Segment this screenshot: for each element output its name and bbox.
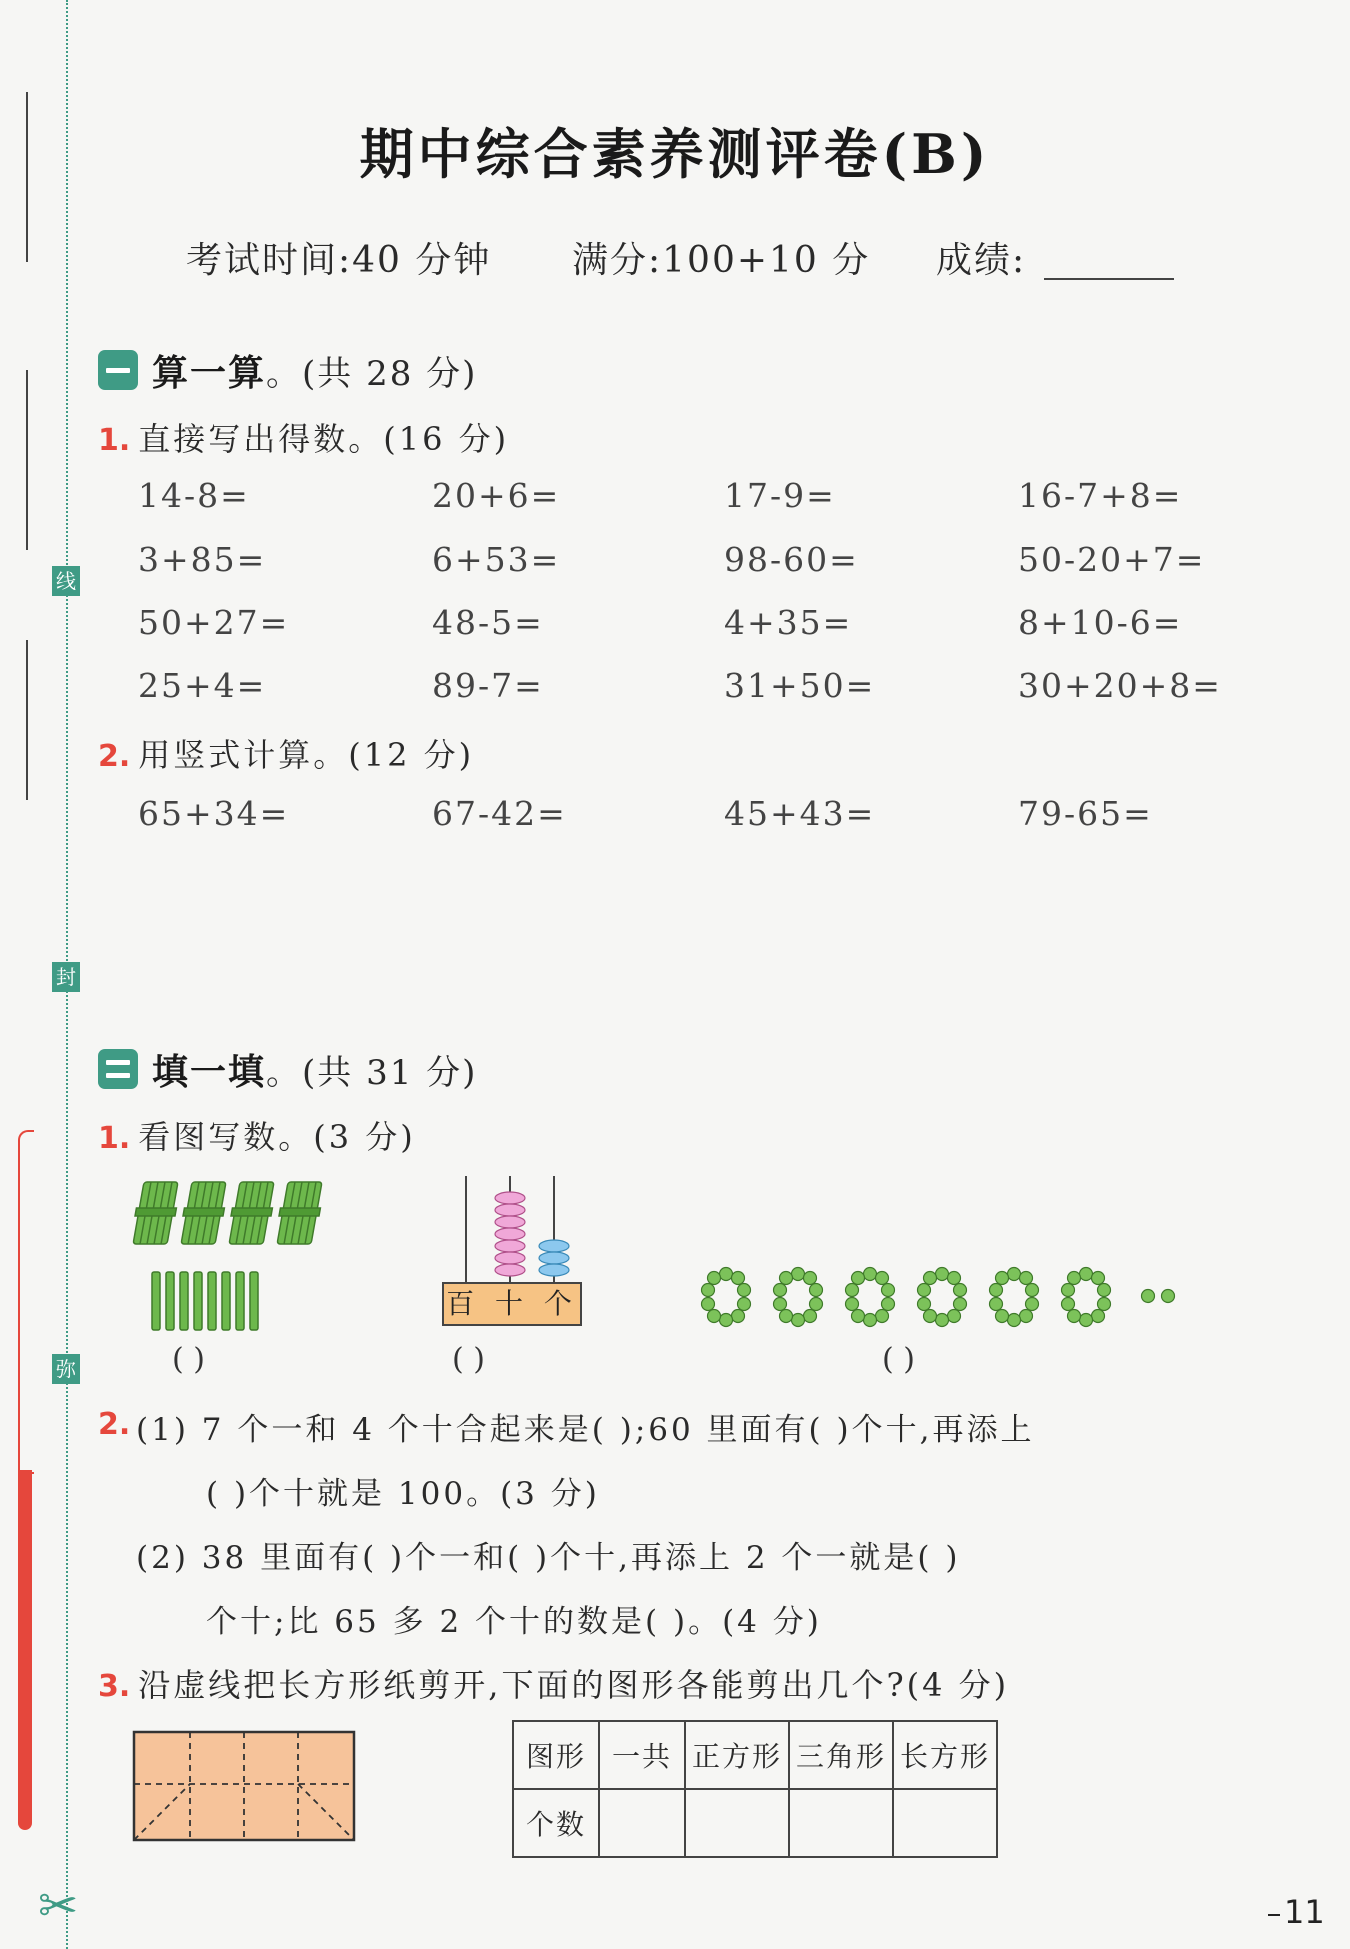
s2-q3-text: 沿虚线把长方形纸剪开,下面的图形各能剪出几个?(4 分) xyxy=(138,1666,1010,1704)
s1-q1-prompt xyxy=(98,414,509,460)
table-cell-triangle[interactable] xyxy=(789,1789,893,1857)
s2-q3-prompt xyxy=(98,1660,1009,1706)
margin-decoration-outline xyxy=(18,1130,34,1474)
table-header-rectangle: 长方形 xyxy=(893,1721,997,1789)
section-1-badge xyxy=(98,350,138,390)
s2-q2-number: 2. xyxy=(98,1407,131,1442)
table-header-triangle: 三角形 xyxy=(789,1721,893,1789)
section-1-score: 。(共 28 分) xyxy=(266,353,478,394)
shape-count-table xyxy=(512,1720,998,1858)
expr-r1c2: 20+6= xyxy=(432,476,561,515)
s1-q2-number: 2. xyxy=(98,739,131,774)
scissors-icon: ✂ xyxy=(38,1878,79,1934)
vertical-calc-1: 65+34= xyxy=(138,794,290,833)
expr-r3c3: 4+35= xyxy=(724,603,853,642)
expr-r2c2: 6+53= xyxy=(432,540,561,579)
table-cell-total[interactable] xyxy=(599,1789,685,1857)
expr-r3c4: 8+10-6= xyxy=(1018,603,1183,642)
answer-paren-abacus[interactable]: ( ) xyxy=(452,1342,485,1377)
vertical-calc-3: 45+43= xyxy=(724,794,876,833)
abacus-figure xyxy=(442,1176,582,1286)
section-1-title: 算一算 xyxy=(152,351,267,394)
single-sticks xyxy=(152,1272,258,1330)
seal-char-mi: 弥 xyxy=(52,1354,80,1384)
full-score: 满分:100+10 分 xyxy=(572,240,871,281)
expr-r4c1: 25+4= xyxy=(138,666,267,705)
margin-decoration-strip xyxy=(18,1470,32,1830)
page-number-dash xyxy=(1268,1914,1280,1916)
expr-r3c2: 48-5= xyxy=(432,603,544,642)
grade-blank[interactable] xyxy=(1044,278,1174,280)
expr-r2c4: 50-20+7= xyxy=(1018,540,1206,579)
section-2-score: 。(共 31 分) xyxy=(266,1052,478,1093)
expr-r3c1: 50+27= xyxy=(138,603,290,642)
s2-q2-line3: (2) 38 里面有( )个一和( )个十,再添上 2 个一就是( ) xyxy=(136,1540,961,1576)
table-cell-rectangle[interactable] xyxy=(893,1789,997,1857)
paper-rectangle-figure xyxy=(132,1730,358,1844)
s2-q3-number: 3. xyxy=(98,1669,131,1704)
vertical-calc-2: 67-42= xyxy=(432,794,567,833)
ten-stick-bundles xyxy=(132,1182,325,1244)
tens-beads xyxy=(495,1192,525,1276)
table-header-shape: 图形 xyxy=(513,1721,599,1789)
seal-char-xian: 线 xyxy=(52,566,80,596)
section-2-title: 填一填 xyxy=(152,1050,267,1093)
s1-q2-prompt xyxy=(98,730,474,776)
class-write-line xyxy=(26,370,28,550)
exam-time: 考试时间:40 分钟 xyxy=(186,240,492,281)
school-write-line xyxy=(26,640,28,800)
table-cell-square[interactable] xyxy=(685,1789,789,1857)
seal-char-feng: 封 xyxy=(52,962,80,992)
table-row-label-count: 个数 xyxy=(513,1789,599,1857)
s2-q2-line4: 个十;比 65 多 2 个十的数是( )。(4 分) xyxy=(206,1604,822,1640)
section-2-heading xyxy=(98,1047,477,1091)
section-1-heading xyxy=(98,348,477,392)
table-header-total: 一共 xyxy=(599,1721,685,1789)
ones-beads xyxy=(539,1240,569,1276)
expr-r1c4: 16-7+8= xyxy=(1018,476,1183,515)
s2-q2-line2: ( )个十就是 100。(3 分) xyxy=(206,1476,600,1512)
expr-r1c3: 17-9= xyxy=(724,476,836,515)
table-header-square: 正方形 xyxy=(685,1721,789,1789)
s2-q2-number-row xyxy=(98,1404,138,1442)
s1-q2-text: 用竖式计算。(12 分) xyxy=(138,736,475,774)
page-title: 期中综合素养测评卷(B) xyxy=(359,122,991,186)
dot-rings-figure xyxy=(696,1262,1186,1332)
s1-q1-number: 1. xyxy=(98,423,131,458)
answer-paren-dots[interactable]: ( ) xyxy=(882,1342,915,1377)
grade-label: 成绩: xyxy=(936,240,1027,281)
page-number: 11 xyxy=(1284,1893,1325,1931)
s2-q2-line1: (1) 7 个一和 4 个十合起来是( );60 里面有( )个十,再添上 xyxy=(136,1412,1035,1448)
answer-paren-sticks[interactable]: ( ) xyxy=(172,1342,205,1377)
section-2-badge xyxy=(98,1049,138,1089)
expr-r4c3: 31+50= xyxy=(724,666,876,705)
stick-bundles-figure xyxy=(132,1178,332,1338)
s1-q1-text: 直接写出得数。(16 分) xyxy=(138,420,510,458)
vertical-calc-4: 79-65= xyxy=(1018,794,1153,833)
s2-q1-prompt xyxy=(98,1112,416,1158)
abacus-place-label: 百 十 个 xyxy=(442,1282,582,1326)
expr-r2c3: 98-60= xyxy=(724,540,859,579)
s2-q1-number: 1. xyxy=(98,1121,131,1156)
expr-r2c1: 3+85= xyxy=(138,540,267,579)
s2-q1-text: 看图写数。(3 分) xyxy=(138,1118,416,1156)
expr-r1c1: 14-8= xyxy=(138,476,250,515)
expr-r4c2: 89-7= xyxy=(432,666,544,705)
expr-r4c4: 30+20+8= xyxy=(1018,666,1222,705)
